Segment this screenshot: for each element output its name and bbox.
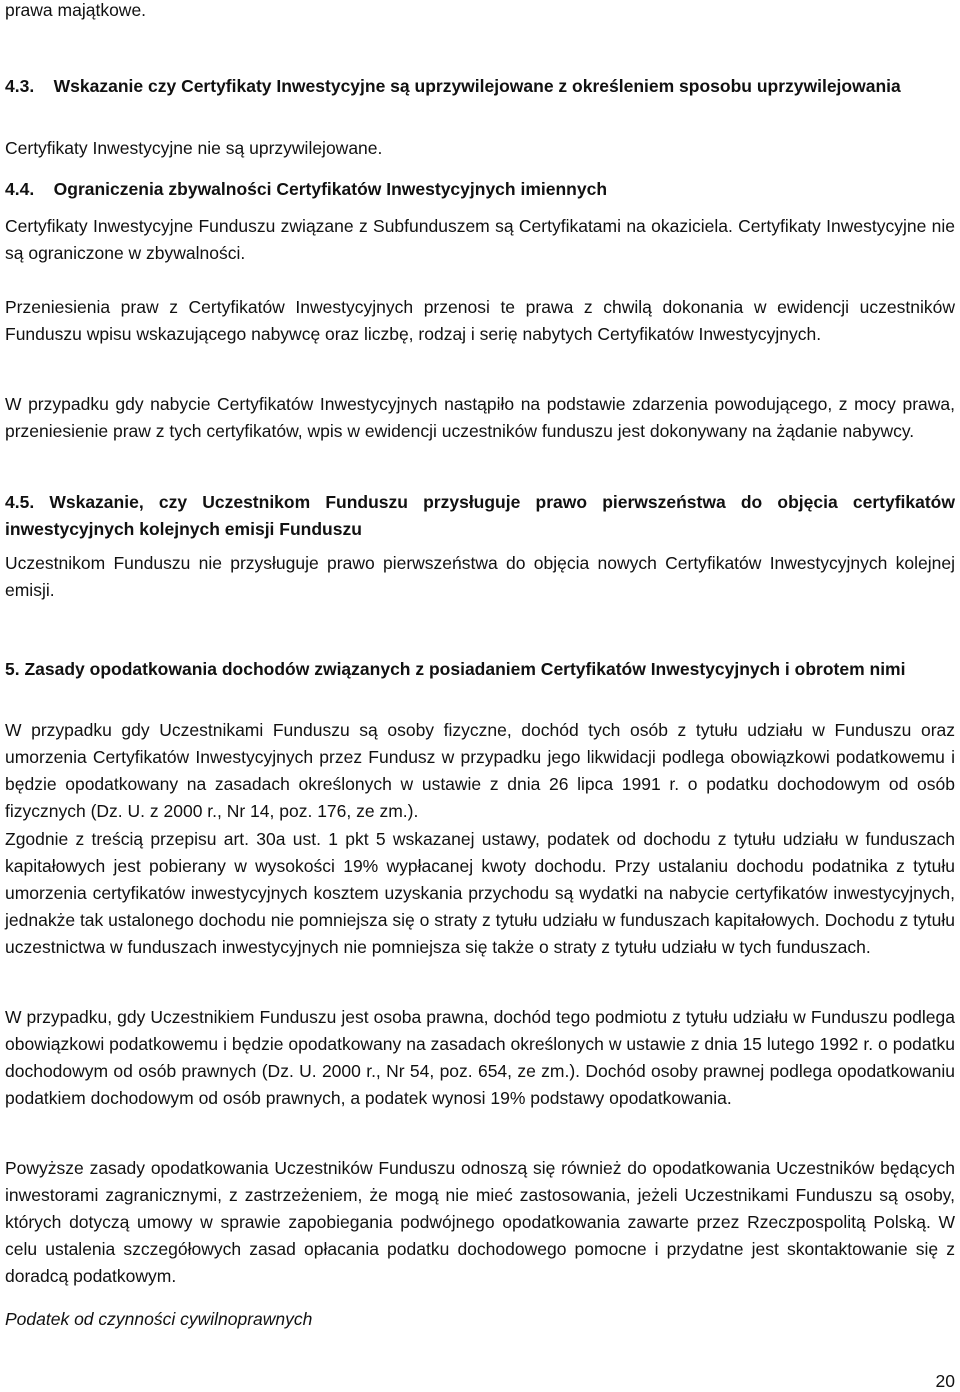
section-number: 4.3. — [5, 76, 54, 96]
subheading: Podatek od czynności cywilnoprawnych — [5, 1309, 313, 1329]
section-5-heading: 5. Zasady opodatkowania dochodów związanych z posiadaniem Certyfikatów Inwestycyjnych i obrotem nimi — [5, 659, 906, 679]
section-4-5-heading: 4.5. Wskazanie, czy Uczestnikom Funduszu przysługuje prawo pierwszeństwa do objęcia certyfikatów inwestycyjnych kolejnych emisji Funduszu — [5, 492, 955, 539]
page-number: 20 — [935, 1371, 955, 1391]
section-4-4-heading — [5, 176, 955, 203]
paragraph: W przypadku, gdy Uczestnikiem Funduszu jest osoba prawna, dochód tego podmiotu z tytułu udziału w Funduszu podlega obowiązkowi podatkowemu i będzie opodatkowany na zasadach określonych w ustawie z dnia 15 lutego 1992 r. o podatku dochodowym od osób prawnych (Dz. U. 2000 r., Nr 54, poz. 654, ze zm.). Dochód osoby prawnej podlega opodatkowaniu podatkiem dochodowym od osób prawnych, a podatek wynosi 19% podstawy opodatkowania. — [5, 1007, 955, 1108]
paragraph: W przypadku gdy nabycie Certyfikatów Inwestycyjnych nastąpiło na podstawie zdarzenia powodującego, z mocy prawa, przeniesienie praw z tych certyfikatów, wpis w ewidencji uczestników funduszu jest dokonywany na żądanie nabywcy. — [5, 394, 955, 441]
section-title: Wskazanie czy Certyfikaty Inwestycyjne są uprzywilejowane z określeniem sposobu uprzywilejowania — [53, 76, 901, 96]
section-4-3-heading — [5, 73, 955, 100]
paragraph: Powyższe zasady opodatkowania Uczestników Funduszu odnoszą się również do opodatkowania Uczestników będących inwestorami zagranicznymi, z zastrzeżeniem, że mogą nie mieć zastosowania, jeżeli Uczestnikami Funduszu są osoby, których dotyczą umowy w sprawie zapobiegania podwójnego opodatkowania zawarte przez Rzeczpospolitą Polską. W celu ustalenia szczegółowych zasad opłacania podatku dochodowego pomocne i przydatne jest skontaktowanie się z doradcą podatkowym. — [5, 1158, 955, 1286]
paragraph: Zgodnie z treścią przepisu art. 30a ust. 1 pkt 5 wskazanej ustawy, podatek od dochodu z tytułu udziału w funduszach kapitałowych jest pobierany w wysokości 19% wypłacanej kwoty dochodu. Przy ustalaniu dochodu podatnika z tytułu umorzenia certyfikatów inwestycyjnych kosztem uzyskania przychodu są wydatki na nabycie certyfikatów inwestycyjnych, jednakże tak ustalonego dochodu nie pomniejsza się o straty z tytułu udziału w funduszach kapitałowych. Dochodu z tytułu uczestnictwa w funduszach inwestycyjnych nie pomniejsza się także o straty z tytułu udziału w tych funduszach. — [5, 829, 955, 957]
paragraph: Certyfikaty Inwestycyjne Funduszu związane z Subfunduszem są Certyfikatami na okaziciela. Certyfikaty Inwestycyjne nie są ograniczone w zbywalności. — [5, 216, 955, 263]
section-number: 4.4. — [5, 179, 54, 199]
paragraph: W przypadku gdy Uczestnikami Funduszu są osoby fizyczne, dochód tych osób z tytułu udziału w Funduszu oraz umorzenia Certyfikatów Inwestycyjnych przez Fundusz w przypadku jego likwidacji podlega obowiązkowi podatkowemu i będzie opodatkowany na zasadach określonych w ustawie z dnia 26 lipca 1991 r. o podatku dochodowym od osób fizycznych (Dz. U. z 2000 r., Nr 14, poz. 176, ze zm.). — [5, 720, 955, 821]
section-title: Ograniczenia zbywalności Certyfikatów Inwestycyjnych imiennych — [53, 179, 608, 199]
top-fragment: prawa majątkowe. — [5, 0, 147, 20]
paragraph: Certyfikaty Inwestycyjne nie są uprzywilejowane. — [5, 138, 383, 158]
paragraph: Uczestnikom Funduszu nie przysługuje prawo pierwszeństwa do objęcia nowych Certyfikatów Inwestycyjnych kolejnej emisji. — [5, 553, 955, 600]
paragraph: Przeniesienia praw z Certyfikatów Inwestycyjnych przenosi te prawa z chwilą dokonania w ewidencji uczestników Funduszu wpisu wskazującego nabywcę oraz liczbę, rodzaj i serię nabytych Certyfikatów Inwestycyjnych. — [5, 297, 955, 344]
